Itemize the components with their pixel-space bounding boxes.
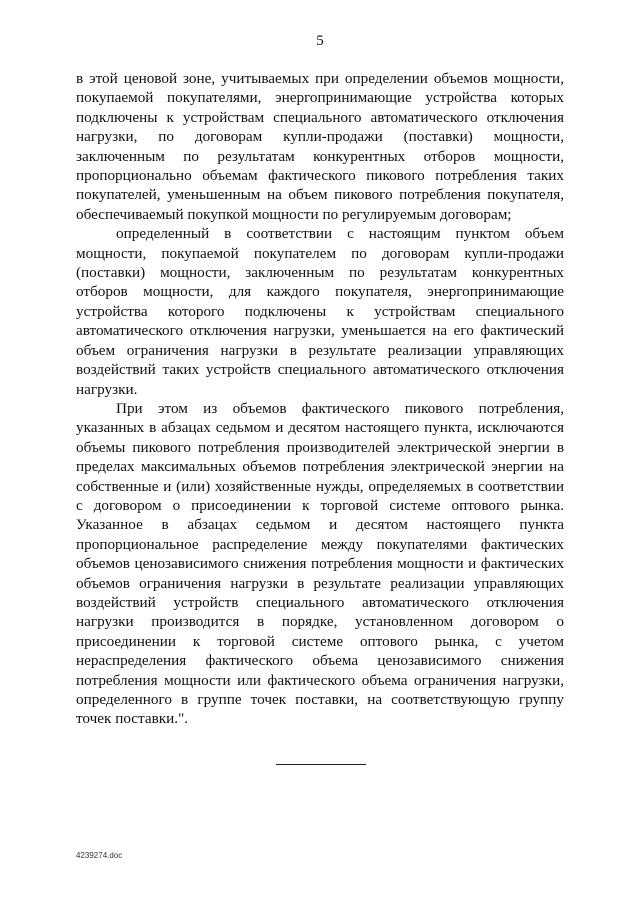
document-body xyxy=(76,69,564,729)
paragraph-defined-capacity: определенный в соответствии с настоящим пунктом объем мощности, покупаемой покупателем по договорам купли-продажи (поставки) мощности, заключенным по результатам конкурентных отборов мощности, для каждого покупателя, энергопринимающие устройства которого подключены к устройствам специального автоматического отключения нагрузки, уменьшается на его фактический объем ограничения нагрузки в результате реализации управляющих воздействий таких устройств специального автоматического отключения нагрузки. xyxy=(76,225,564,398)
page-number: 5 xyxy=(316,33,324,49)
document-file-code: 4239274.doc xyxy=(76,851,123,860)
paragraph-continuation: в этой ценовой зоне, учитываемых при определении объемов мощности, покупаемой покупателями, энергопринимающие устройства которых подключены к устройствам специального автоматического отключения нагрузки, по договорам купли-продажи (поставки) мощности, заключенным по результатам конкурентных отборов мощности, пропорционально объемам фактического пикового потребления таких покупателей, уменьшенным на объем пикового потребления покупателя, обеспечиваемый покупкой мощности по регулируемым договорам; xyxy=(76,70,564,223)
closing-divider xyxy=(276,764,366,765)
paragraph-exclusions: При этом из объемов фактического пикового потребления, указанных в абзацах седьмом и десятом настоящего пункта, исключаются объемы пикового потребления производителей электрической энергии в пределах максимальных объемов потребления электрической энергии на собственные и (или) хозяйственные нужды, определяемых в соответствии с договором о присоединении к торговой системе оптового рынка. Указанное в абзацах седьмом и десятом настоящего пункта пропорциональное распределение между покупателями фактических объемов ценозависимого снижения потребления мощности и фактических объемов ограничения нагрузки в результате реализации управляющих воздействий устройств специального автоматического отключения нагрузки производится в порядке, установленном договором о присоединении к торговой системе оптового рынка, с учетом нераспределения фактического объема ценозависимого снижения потребления мощности или фактического объема ограничения нагрузки, определенного в группе точек поставки, на соответствующую группу точек поставки.". xyxy=(76,399,564,728)
